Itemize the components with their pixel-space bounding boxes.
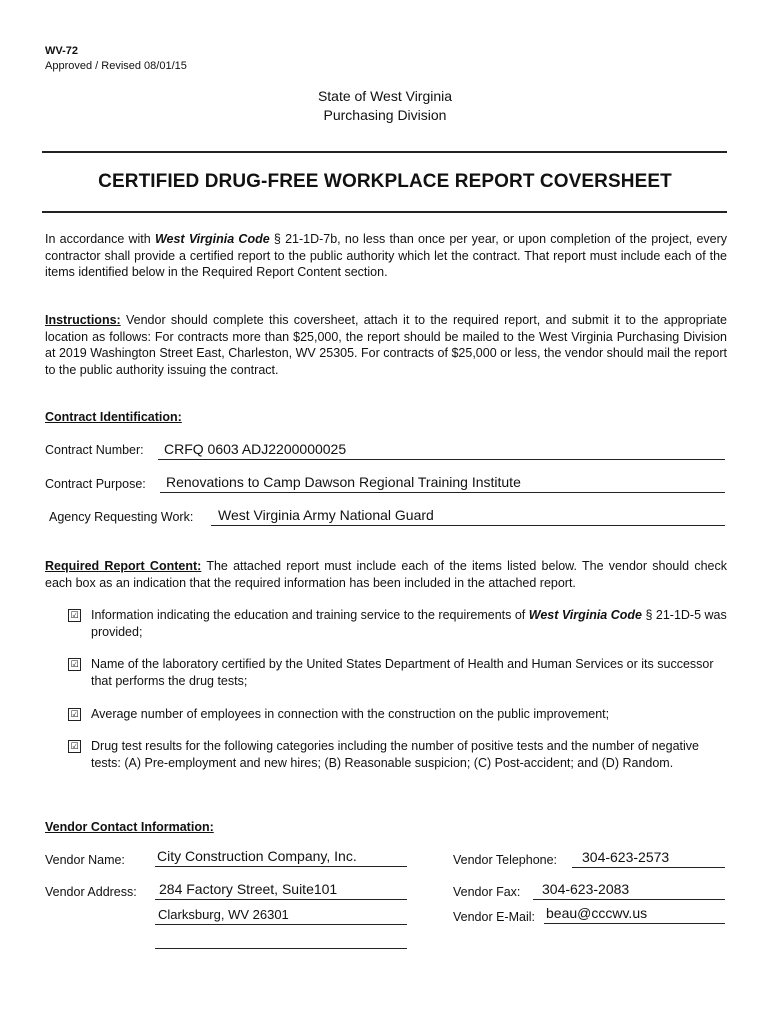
- agency-header: [0, 87, 770, 125]
- intro-code-ref: West Virginia Code: [154, 232, 270, 246]
- required-paragraph: [45, 558, 727, 591]
- vendor-address-line1-field[interactable]: [155, 881, 407, 900]
- revision-date: Approved / Revised 08/01/15: [45, 60, 187, 72]
- vendor-email-label: Vendor E-Mail:: [453, 910, 535, 924]
- vendor-name-label: Vendor Name:: [45, 853, 125, 867]
- checklist-item: [68, 607, 728, 640]
- vendor-name-field[interactable]: [155, 848, 407, 867]
- form-id: WV-72: [45, 45, 79, 57]
- vendor-address-line3-field[interactable]: [155, 930, 407, 949]
- vendor-telephone-value: 304-623-2573: [582, 849, 670, 865]
- checkbox-checked-icon[interactable]: ☑: [68, 658, 81, 671]
- checklist-item: [68, 656, 728, 689]
- checklist-item-text: Name of the laboratory certified by the United States Department of Health and Human Services or its successor that performs the drug tests;: [91, 657, 714, 688]
- instructions-paragraph: [45, 312, 727, 378]
- checklist-item-text: Drug test results for the following categories including the number of positive tests and the number of negative tests: (A) Pre-employment and new hires; (B) Reasonable suspicion; (C) Post-accident; and (D) Random.: [91, 739, 699, 770]
- required-text: The attached report must include each of the items listed below. The vendor should check each box as an indication that the required information has been included in the attached report.: [45, 559, 727, 590]
- required-label: Required Report Content:: [45, 559, 202, 573]
- title-rule: [42, 211, 727, 213]
- vendor-address-line2: Clarksburg, WV 26301: [158, 907, 289, 922]
- contract-number-value: CRFQ 0603 ADJ2200000025: [164, 441, 347, 457]
- instructions-label: Instructions:: [45, 313, 121, 327]
- contract-purpose-field[interactable]: [160, 474, 725, 493]
- vendor-email-value: beau@cccwv.us: [546, 905, 648, 921]
- checkbox-checked-icon[interactable]: ☑: [68, 740, 81, 753]
- checklist-item: [68, 706, 728, 723]
- intro-suffix: § 21-1D-7b, no less than once per year, or upon completion of the project, every contractor shall provide a certified report to the public authority which let the contract. That report must include each of the items identified below in the Required Report Content section.: [45, 232, 728, 279]
- vendor-name-value: City Construction Company, Inc.: [157, 848, 357, 864]
- vendor-heading: Vendor Contact Information:: [45, 820, 214, 834]
- top-rule: [42, 151, 727, 153]
- division-name: Purchasing Division: [323, 107, 447, 123]
- checklist-item-code-ref: West Virginia Code: [528, 608, 642, 622]
- checklist-item-text: [91, 607, 728, 640]
- checkbox-checked-icon[interactable]: ☑: [68, 609, 81, 622]
- checklist-item-suffix: § 21-1D-5 was provided;: [91, 608, 727, 639]
- vendor-email-field[interactable]: [544, 905, 725, 924]
- agency-value: West Virginia Army National Guard: [218, 507, 434, 523]
- vendor-fax-value: 304-623-2083: [542, 881, 630, 897]
- instructions-text: Vendor should complete this coversheet, attach it to the required report, and submit it to the appropriate location as follows: For contracts more than $25,000, the report should be mailed to the West Virginia Purchasing Division at 2019 Washington Street East, Charleston, WV 25305. For contracts of $25,000 or less, the vendor should mail the report to the public authority issuing the contract.: [45, 313, 727, 377]
- checklist-item: [68, 738, 728, 771]
- vendor-fax-field[interactable]: [533, 881, 725, 900]
- checklist-item-prefix: Information indicating the education and training service to the requirements of: [91, 608, 529, 622]
- vendor-fax-label: Vendor Fax:: [453, 885, 521, 899]
- checkbox-checked-icon[interactable]: ☑: [68, 708, 81, 721]
- vendor-address-label: Vendor Address:: [45, 885, 137, 899]
- contract-purpose-label: Contract Purpose:: [45, 477, 146, 491]
- vendor-address-line2-field[interactable]: [155, 906, 407, 925]
- page-title: CERTIFIED DRUG-FREE WORKPLACE REPORT COVERSHEET: [98, 171, 672, 192]
- vendor-telephone-label: Vendor Telephone:: [453, 853, 558, 867]
- intro-paragraph: [45, 231, 727, 281]
- contract-heading: Contract Identification:: [45, 410, 182, 424]
- state-name: State of West Virginia: [317, 88, 453, 104]
- vendor-telephone-field[interactable]: [572, 849, 725, 868]
- contract-number-field[interactable]: [158, 441, 725, 460]
- vendor-address-line1: 284 Factory Street, Suite101: [159, 881, 338, 897]
- contract-number-label: Contract Number:: [45, 443, 144, 457]
- agency-field[interactable]: [211, 507, 725, 526]
- intro-prefix: In accordance with: [45, 232, 155, 246]
- contract-purpose-value: Renovations to Camp Dawson Regional Training Institute: [166, 474, 521, 490]
- agency-label: Agency Requesting Work:: [49, 510, 194, 524]
- checklist-item-text: Average number of employees in connection with the construction on the public improvement;: [91, 707, 610, 721]
